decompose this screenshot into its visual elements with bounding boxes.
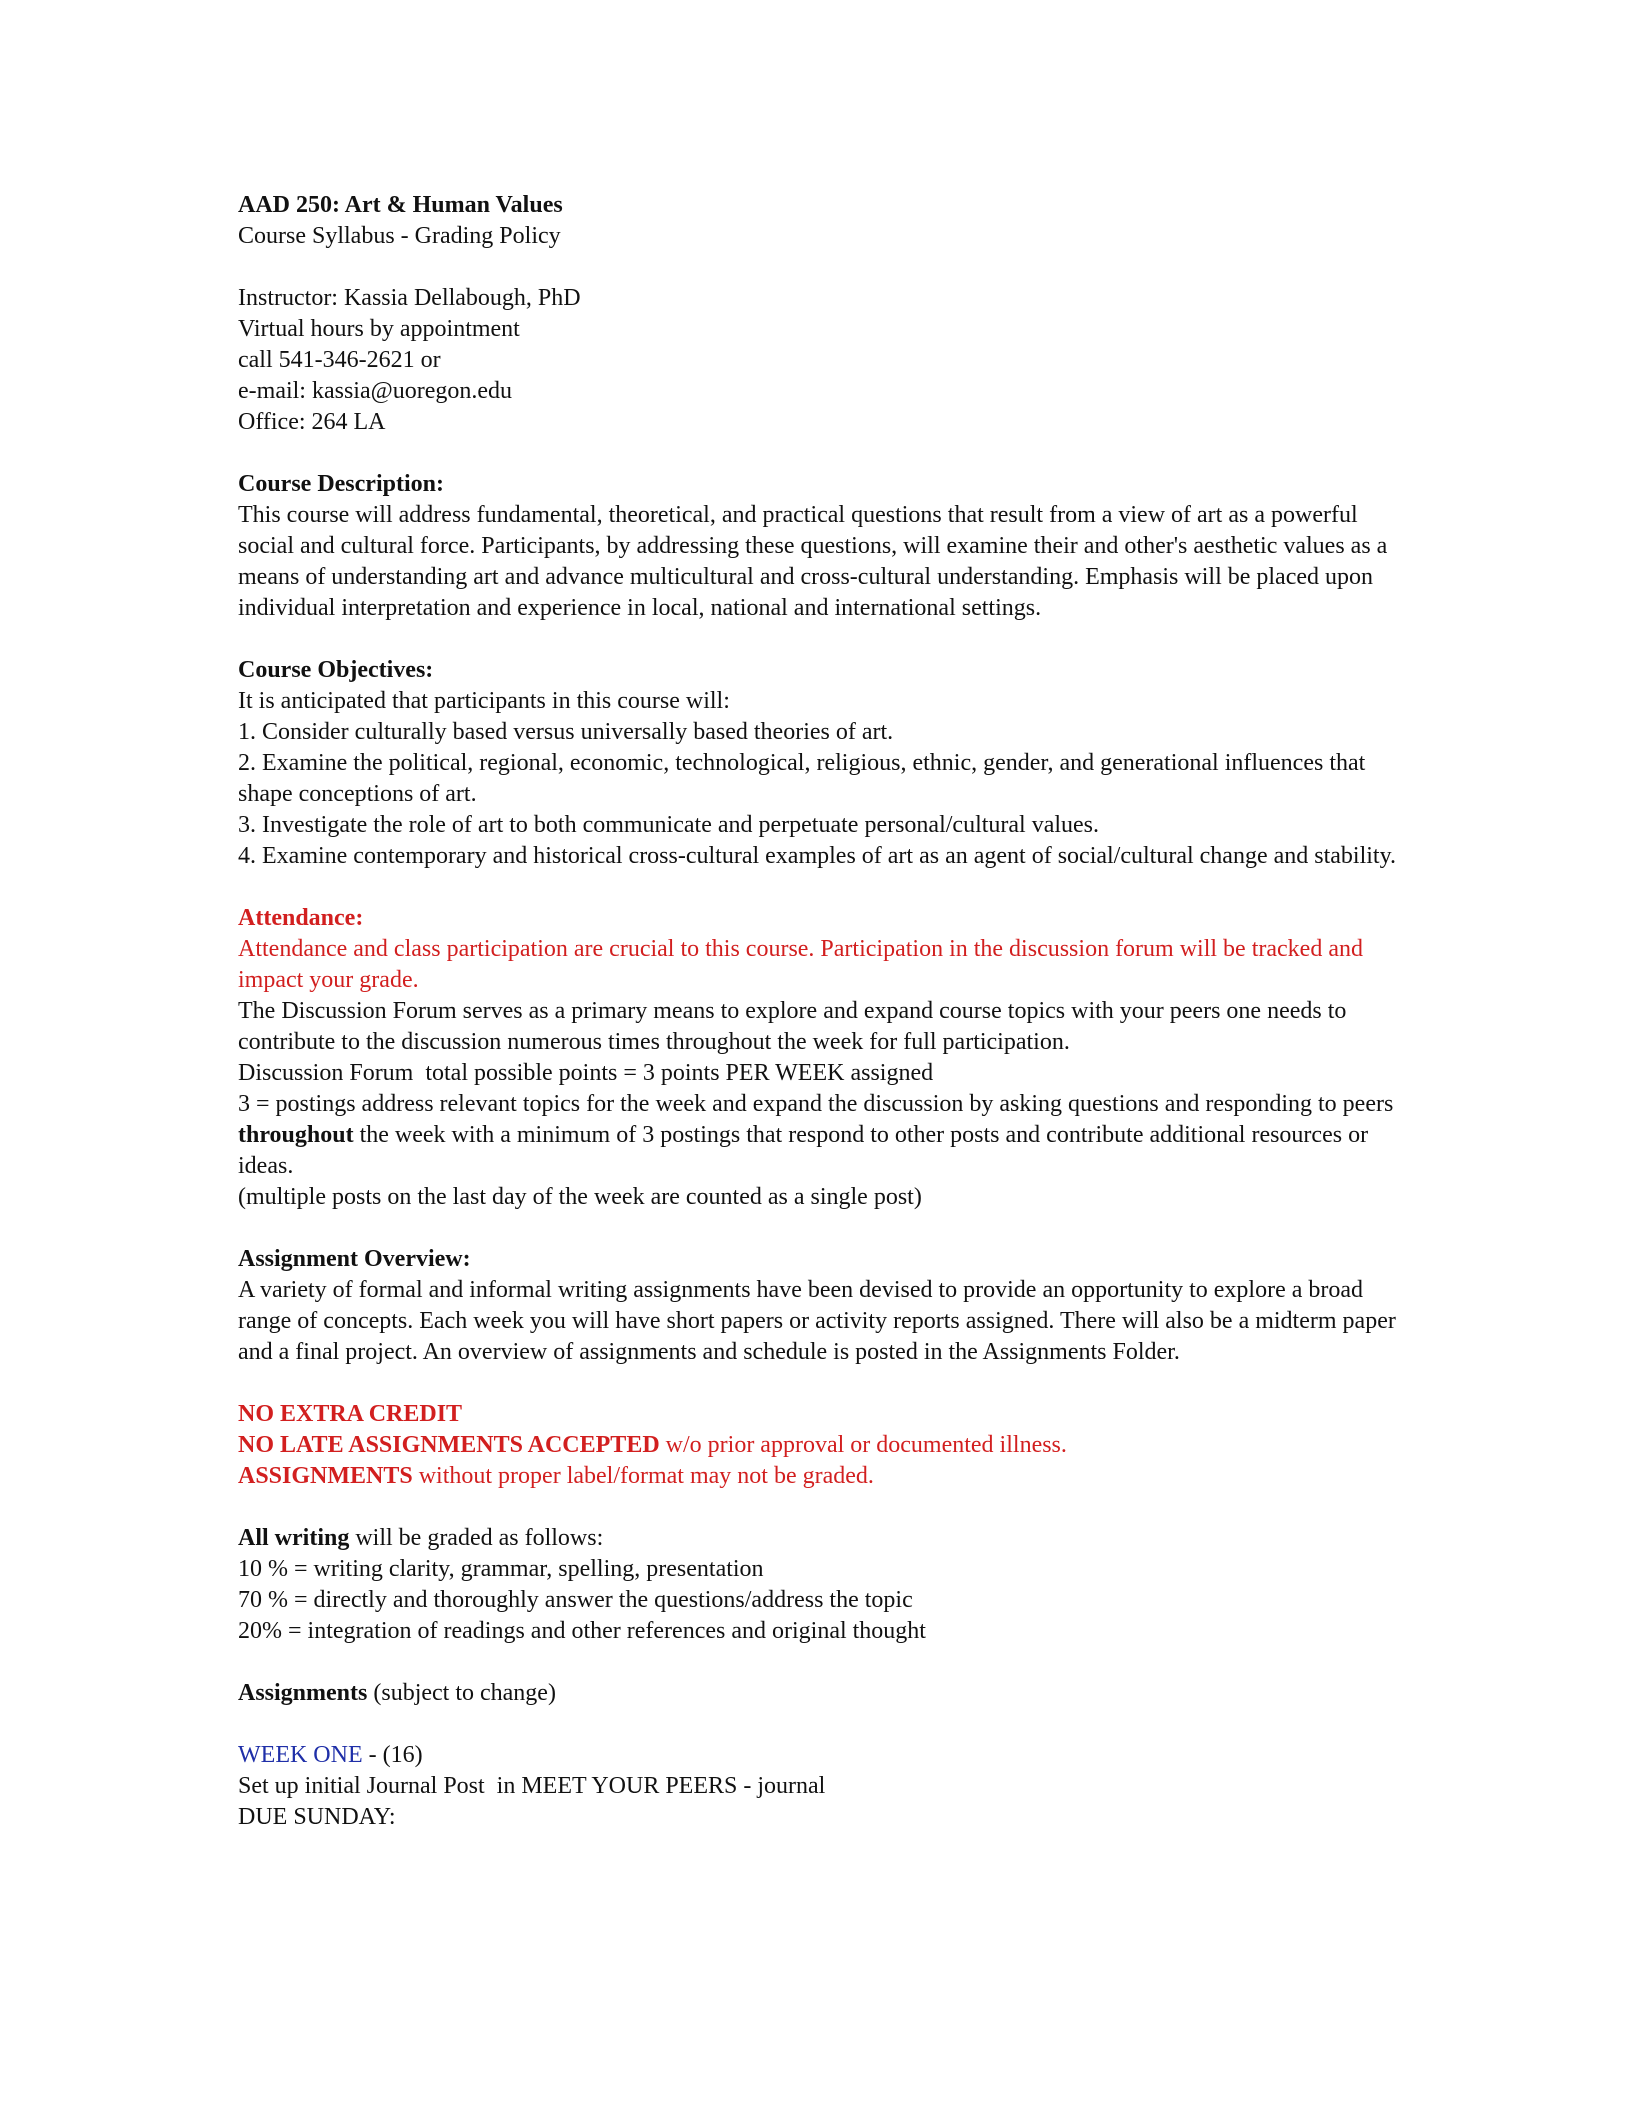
attendance-warning: Attendance and class participation are crucial to this course. Participation in the discussion forum will be tracked and impact your grade. <box>238 936 1369 993</box>
office-hours: Virtual hours by appointment <box>238 316 520 342</box>
objective-item: 3. Investigate the role of art to both communicate and perpetuate personal/cultural values. <box>238 812 1100 838</box>
assignment-overview <box>238 1244 1402 1368</box>
course-objectives <box>238 655 1398 872</box>
assignments-heading <box>238 1678 1398 1709</box>
attendance <box>238 903 1398 1213</box>
week-count: - (16) <box>362 1742 423 1768</box>
phone: call 541-346-2621 or <box>238 347 441 373</box>
grading-item: 10 % = writing clarity, grammar, spelling, presentation <box>238 1556 764 1582</box>
attendance-heading: Attendance: <box>238 905 364 931</box>
course-description <box>238 469 1398 624</box>
objective-item: 2. Examine the political, regional, economic, technological, religious, ethnic, gender, and generational influences that shape conceptions of art. <box>238 750 1372 807</box>
email: e-mail: kassia@uoregon.edu <box>238 378 513 404</box>
spacer <box>238 1213 1398 1244</box>
criteria-bold: throughout <box>238 1122 354 1148</box>
objectives-heading: Course Objectives: <box>238 657 434 683</box>
format-policy <box>238 1461 1398 1492</box>
spacer <box>238 1492 1398 1523</box>
format-policy-bold: ASSIGNMENTS <box>238 1463 413 1489</box>
objective-item: 4. Examine contemporary and historical cross-cultural examples of art as an agent of social/cultural change and stability. <box>238 843 1397 869</box>
week-due: DUE SUNDAY: <box>238 1804 396 1830</box>
spacer <box>238 1647 1398 1678</box>
grading-heading-rest: will be graded as follows: <box>349 1525 604 1551</box>
grading <box>238 1523 1398 1647</box>
late-policy-bold: NO LATE ASSIGNMENTS ACCEPTED <box>238 1432 660 1458</box>
office: Office: 264 LA <box>238 409 386 435</box>
subtitle: Course Syllabus - Grading Policy <box>238 223 561 249</box>
week-one <box>238 1740 1398 1833</box>
header <box>238 190 1398 252</box>
spacer <box>238 872 1398 903</box>
assignments-heading-bold: Assignments <box>238 1680 368 1706</box>
instructor-name: Instructor: Kassia Dellabough, PhD <box>238 285 581 311</box>
format-policy-rest: without proper label/format may not be graded. <box>412 1463 874 1489</box>
policies <box>238 1399 1398 1492</box>
spacer <box>238 1368 1398 1399</box>
spacer <box>238 252 1398 283</box>
forum-points: Discussion Forum total possible points = 3 points PER WEEK assigned <box>238 1060 934 1086</box>
criteria-prefix: 3 = postings address relevant topics for the week and expand the discussion by asking questions and responding to peers <box>238 1091 1400 1117</box>
spacer <box>238 624 1398 655</box>
spacer <box>238 438 1398 469</box>
syllabus-content <box>238 190 1402 1833</box>
grading-item: 20% = integration of readings and other references and original thought <box>238 1618 926 1644</box>
course-title: AAD 250: Art & Human Values <box>238 192 563 218</box>
forum-criteria <box>238 1089 1398 1182</box>
week-one-heading <box>238 1740 1398 1771</box>
spacer <box>238 1709 1398 1740</box>
forum-text: The Discussion Forum serves as a primary means to explore and expand course topics with your peers one needs to contribute to the discussion numerous times throughout the week for full participation. <box>238 998 1353 1055</box>
grading-item: 70 % = directly and thoroughly answer the questions/address the topic <box>238 1587 913 1613</box>
description-text: This course will address fundamental, theoretical, and practical questions that result from a view of art as a powerful social and cultural force. Participants, by addressing these questions, will examine their and other's aesthetic values as a means of understanding art and advance multicultural and cross-cultural understanding. Emphasis will be placed upon individual interpretation and experience in local, national and international settings. <box>238 502 1394 621</box>
objectives-intro: It is anticipated that participants in this course will: <box>238 688 730 714</box>
grading-heading-bold: All writing <box>238 1525 350 1551</box>
week-task: Set up initial Journal Post in MEET YOUR PEERS - journal <box>238 1773 826 1799</box>
late-policy <box>238 1430 1398 1461</box>
assignments-heading-block <box>238 1678 1398 1709</box>
forum-note: (multiple posts on the last day of the week are counted as a single post) <box>238 1184 922 1210</box>
overview-heading: Assignment Overview: <box>238 1246 471 1272</box>
late-policy-rest: w/o prior approval or documented illness. <box>659 1432 1067 1458</box>
instructor-info <box>238 283 1398 438</box>
no-extra-credit: NO EXTRA CREDIT <box>238 1401 463 1427</box>
overview-text: A variety of formal and informal writing assignments have been devised to provide an opportunity to explore a broad range of concepts. Each week you will have short papers or activity reports assigned. There will also be a midterm paper and a final project. An overview of assignments and schedule is posted in the Assignments Folder. <box>238 1277 1402 1365</box>
objective-item: 1. Consider culturally based versus universally based theories of art. <box>238 719 894 745</box>
week-label: WEEK ONE <box>238 1742 363 1768</box>
description-heading: Course Description: <box>238 471 444 497</box>
criteria-suffix: the week with a minimum of 3 postings that respond to other posts and contribute additional resources or ideas. <box>238 1122 1375 1179</box>
grading-heading <box>238 1523 1398 1554</box>
assignments-heading-rest: (subject to change) <box>367 1680 556 1706</box>
